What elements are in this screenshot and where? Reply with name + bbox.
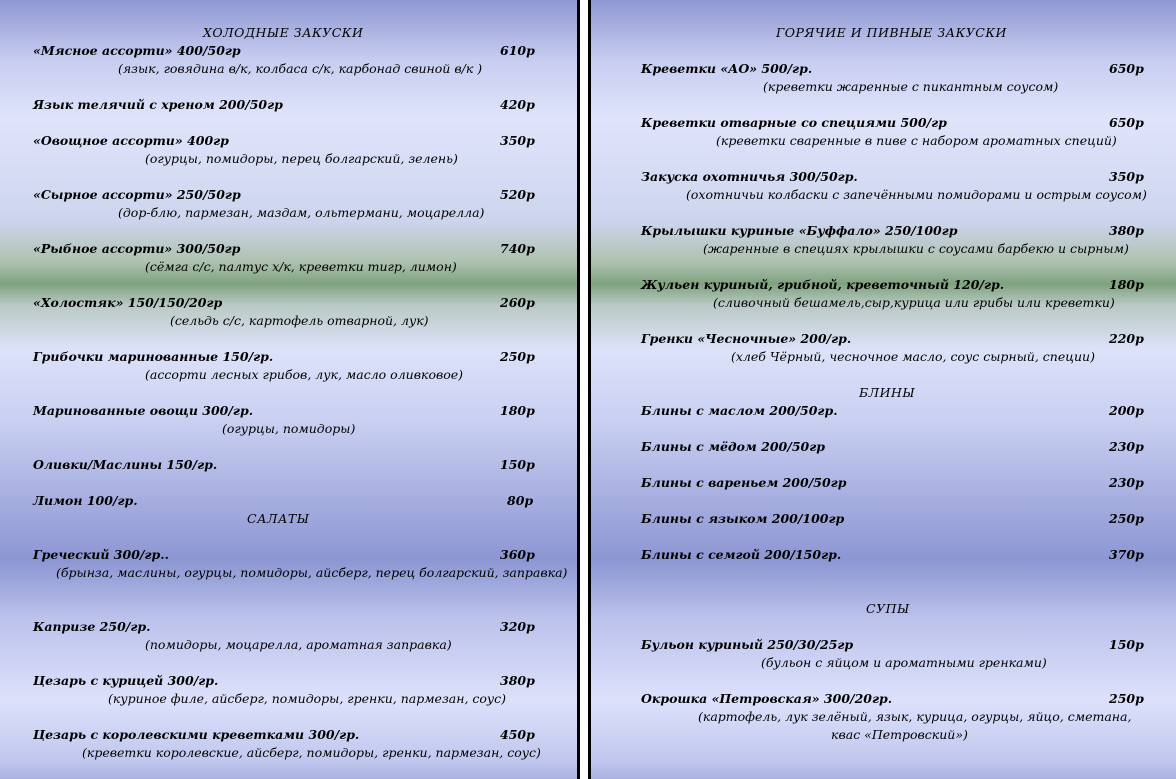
menu-item-price: 380р	[1109, 223, 1144, 238]
menu-item-name: «Мясное ассорти» 400/50гр	[33, 43, 241, 58]
menu-item-description: квас «Петровский»)	[831, 727, 968, 742]
menu-item-price: 250р	[500, 349, 535, 364]
menu-item-description: (язык, говядина в/к, колбаса с/к, карбонад свиной в/к )	[118, 61, 483, 76]
blini-heading: БЛИНЫ	[859, 385, 916, 400]
menu-item-description: (куриное филе, айсберг, помидоры, гренки, пармезан, соус)	[108, 691, 507, 706]
menu-item-name: Капризе 250/гр.	[33, 619, 151, 634]
menu-item-description: (огурцы, помидоры, перец болгарский, зелень)	[145, 151, 458, 166]
menu-item-name: Грибочки маринованные 150/гр.	[33, 349, 274, 364]
menu-item-description: (картофель, лук зелёный, язык, курица, огурцы, яйцо, сметана,	[698, 709, 1132, 724]
menu-page-left	[0, 0, 577, 779]
menu-item-name: Блины с мёдом 200/50гр	[641, 439, 825, 454]
menu-item-name: Оливки/Маслины 150/гр.	[33, 457, 218, 472]
menu-item-name: Блины с маслом 200/50гр.	[641, 403, 838, 418]
menu-item-name: Греческий 300/гр..	[33, 547, 169, 562]
menu-item-description: (креветки жаренные с пикантным соусом)	[763, 79, 1059, 94]
menu-item-name: Лимон 100/гр.	[33, 493, 138, 508]
menu-item-price: 250р	[1109, 511, 1144, 526]
soups-heading: СУПЫ	[866, 601, 910, 616]
menu-item-price: 220р	[1109, 331, 1144, 346]
menu-page-right	[591, 0, 1176, 779]
menu-item-price: 230р	[1109, 439, 1144, 454]
menu-item-description: (сельдь с/с, картофель отварной, лук)	[170, 313, 429, 328]
menu-item-price: 420р	[500, 97, 535, 112]
menu-item-price: 180р	[500, 403, 535, 418]
menu-item-name: Бульон куриный 250/30/25гр	[641, 637, 854, 652]
menu-item-description: (охотничьи колбаски с запечёнными помидорами и острым соусом)	[686, 187, 1147, 202]
menu-item-description: (помидоры, моцарелла, ароматная заправка)	[145, 637, 452, 652]
menu-item-name: Закуска охотничья 300/50гр.	[641, 169, 858, 184]
menu-item-description: (хлеб Чёрный, чесночное масло, соус сырный, специи)	[731, 349, 1095, 364]
menu-item-name: «Холостяк» 150/150/20гр	[33, 295, 223, 310]
menu-item-name: «Рыбное ассорти» 300/50гр	[33, 241, 241, 256]
menu-item-price: 200р	[1109, 403, 1144, 418]
menu-item-name: Цезарь с курицей 300/гр.	[33, 673, 219, 688]
menu-item-description: (брынза, маслины, огурцы, помидоры, айсберг, перец болгарский, заправка)	[56, 565, 568, 580]
menu-item-description: (сливочный бешамель,сыр,курица или грибы или креветки)	[713, 295, 1115, 310]
menu-item-price: 360р	[500, 547, 535, 562]
menu-item-price: 180р	[1109, 277, 1144, 292]
menu-item-name: «Сырное ассорти» 250/50гр	[33, 187, 241, 202]
hot-appetizers-heading: ГОРЯЧИЕ И ПИВНЫЕ ЗАКУСКИ	[776, 25, 1007, 40]
menu-item-price: 350р	[500, 133, 535, 148]
menu-item-name: Креветки отварные со специями 500/гр	[641, 115, 947, 130]
menu-item-price: 150р	[500, 457, 535, 472]
menu-item-price: 450р	[500, 727, 535, 742]
menu-item-price: 250р	[1109, 691, 1144, 706]
menu-item-price: 520р	[500, 187, 535, 202]
menu-item-description: (ассорти лесных грибов, лук, масло оливковое)	[145, 367, 464, 382]
menu-item-name: Маринованные овощи 300/гр.	[33, 403, 254, 418]
menu-item-name: Цезарь с королевскими креветками 300/гр.	[33, 727, 360, 742]
menu-item-price: 80р	[507, 493, 534, 508]
menu-item-name: Крылышки куриные «Буффало» 250/100гр	[641, 223, 958, 238]
menu-item-description: (дор-блю, пармезан, маздам, ольтермани, моцарелла)	[118, 205, 485, 220]
menu-item-name: Язык телячий с хреном 200/50гр	[33, 97, 283, 112]
menu-item-description: (сёмга с/с, палтус х/к, креветки тигр, лимон)	[145, 259, 457, 274]
menu-item-name: «Овощное ассорти» 400гр	[33, 133, 229, 148]
menu-item-name: Блины с языком 200/100гр	[641, 511, 845, 526]
menu-item-name: Блины с вареньем 200/50гр	[641, 475, 847, 490]
menu-item-price: 370р	[1109, 547, 1144, 562]
menu-item-description: (креветки сваренные в пиве с набором ароматных специй)	[716, 133, 1117, 148]
menu-item-price: 150р	[1109, 637, 1144, 652]
menu-item-description: (жаренные в специях крылышки с соусами барбекю и сырным)	[703, 241, 1129, 256]
cold-appetizers-heading: ХОЛОДНЫЕ ЗАКУСКИ	[203, 25, 364, 40]
menu-item-description: (креветки королевские, айсберг, помидоры, гренки, пармезан, соус)	[82, 745, 541, 760]
menu-item-price: 320р	[500, 619, 535, 634]
menu-item-price: 380р	[500, 673, 535, 688]
menu-item-name: Креветки «АО» 500/гр.	[641, 61, 813, 76]
menu-item-name: Жульен куриный, грибной, креветочный 120/гр.	[641, 277, 1005, 292]
salads-heading: САЛАТЫ	[247, 511, 310, 526]
menu-item-description: (бульон с яйцом и ароматными гренками)	[761, 655, 1047, 670]
menu-item-name: Блины с семгой 200/150гр.	[641, 547, 842, 562]
menu-item-price: 350р	[1109, 169, 1144, 184]
menu-item-price: 650р	[1109, 115, 1144, 130]
menu-item-name: Гренки «Чесночные» 200/гр.	[641, 331, 852, 346]
menu-item-price: 610р	[500, 43, 535, 58]
menu-item-price: 650р	[1109, 61, 1144, 76]
menu-item-description: (огурцы, помидоры)	[222, 421, 356, 436]
menu-item-name: Окрошка «Петровская» 300/20гр.	[641, 691, 893, 706]
menu-item-price: 260р	[500, 295, 535, 310]
menu-item-price: 230р	[1109, 475, 1144, 490]
menu-item-price: 740р	[500, 241, 535, 256]
